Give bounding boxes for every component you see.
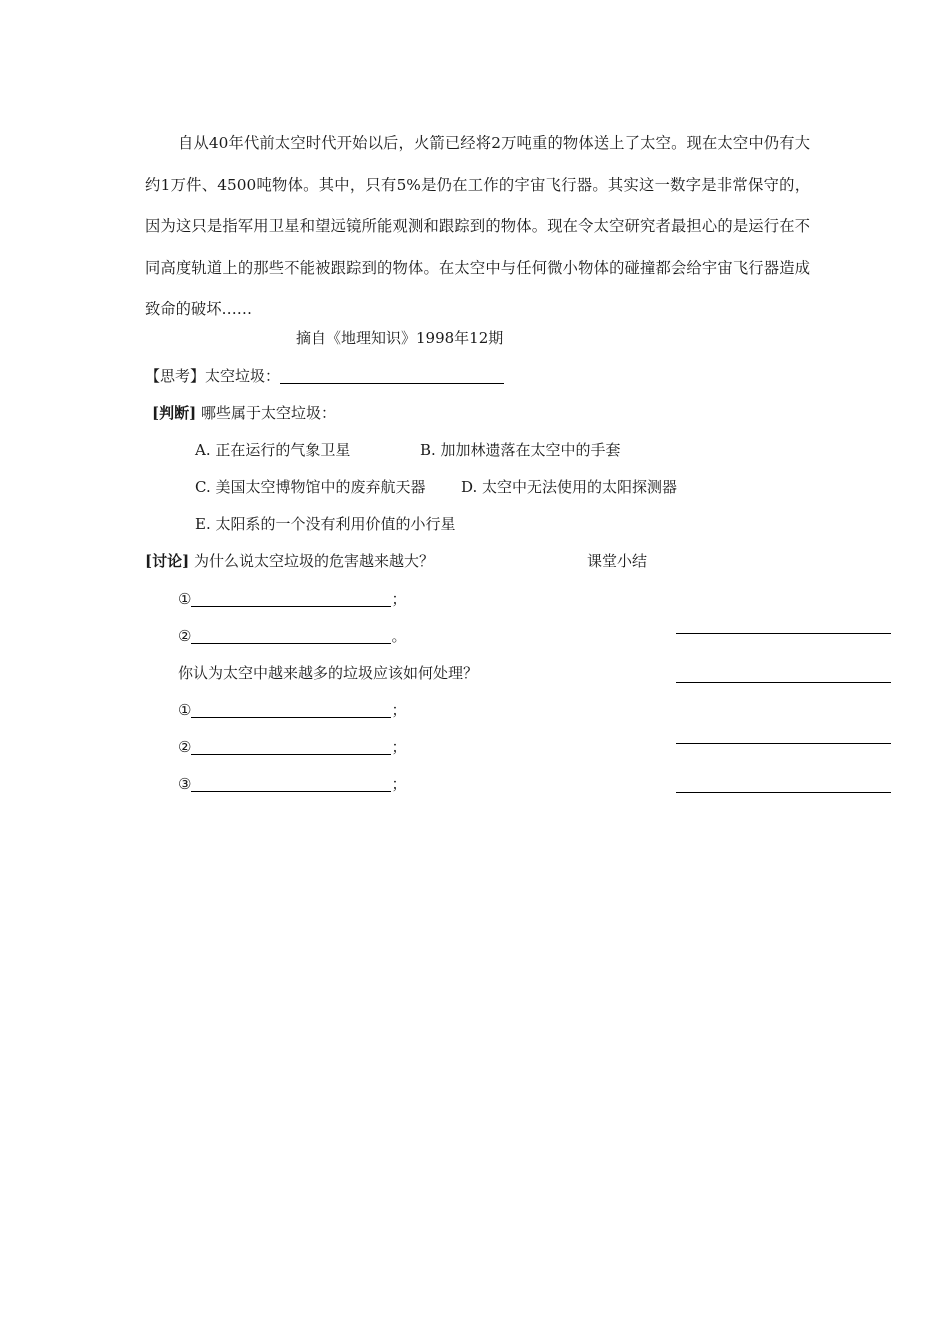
answer-marker: ③ (178, 775, 192, 793)
summary-line[interactable] (676, 682, 891, 683)
answer-marker: ① (178, 701, 192, 719)
answer-end: ； (391, 738, 407, 756)
discuss-answer-1 (178, 589, 406, 609)
discuss-question: 为什么说太空垃圾的危害越来越大？ (193, 552, 434, 570)
summary-title: 课堂小结 (587, 552, 648, 570)
passage-source: 摘自《地理知识》1998年12期 (296, 329, 504, 347)
answer-blank[interactable] (191, 738, 391, 755)
think-section (145, 366, 504, 386)
option-a[interactable]: A. 正在运行的气象卫星 (195, 441, 351, 459)
answer-end: ； (391, 701, 407, 719)
answer-blank[interactable] (191, 775, 391, 792)
answer-end: 。 (391, 627, 407, 645)
summary-line[interactable] (676, 792, 891, 793)
option-c[interactable]: C. 美国太空博物馆中的废弃航天器 (195, 478, 426, 496)
think-answer-blank[interactable] (280, 367, 504, 384)
answer-marker: ② (178, 627, 192, 645)
judge-section (152, 403, 336, 423)
think-prompt: 太空垃圾： (205, 367, 281, 385)
passage-paragraph: 自从40年代前太空时代开始以后，火箭已经将2万吨重的物体送上了太空。现在太空中仍有大约1万件、4500吨物体。其中，只有5%是仍在工作的宇宙飞行器。其实这一数字是非常保守的，因为这只是指军用卫星和望远镜所能观测和跟踪到的物体。现在令太空研究者最担心的是运行在不同高度轨道上的那些不能被跟踪到的物体。在太空中与任何微小物体的碰撞都会给宇宙飞行器造成致命的破坏…… (145, 134, 810, 318)
answer-blank[interactable] (191, 627, 391, 644)
discuss-section (145, 551, 434, 571)
answer-blank[interactable] (191, 701, 391, 718)
judge-tag: [判断] (152, 404, 197, 422)
discuss-tag: [讨论] (145, 552, 190, 570)
summary-line[interactable] (676, 743, 891, 744)
think-tag: 【思考】 (145, 367, 206, 385)
option-e[interactable]: E. 太阳系的一个没有利用价值的小行星 (195, 515, 456, 533)
discuss-answer-2 (178, 626, 406, 646)
handling-answer-3 (178, 774, 406, 794)
summary-line[interactable] (676, 633, 891, 634)
judge-question: 哪些属于太空垃圾： (200, 404, 336, 422)
answer-end: ； (391, 590, 407, 608)
answer-blank[interactable] (191, 590, 391, 607)
handling-answer-1 (178, 700, 406, 720)
answer-end: ； (391, 775, 407, 793)
answer-marker: ① (178, 590, 192, 608)
option-d[interactable]: D. 太空中无法使用的太阳探测器 (461, 478, 678, 496)
option-b[interactable]: B. 加加林遗落在太空中的手套 (420, 441, 621, 459)
answer-marker: ② (178, 738, 192, 756)
discuss-question-2: 你认为太空中越来越多的垃圾应该如何处理？ (178, 664, 479, 682)
handling-answer-2 (178, 737, 406, 757)
